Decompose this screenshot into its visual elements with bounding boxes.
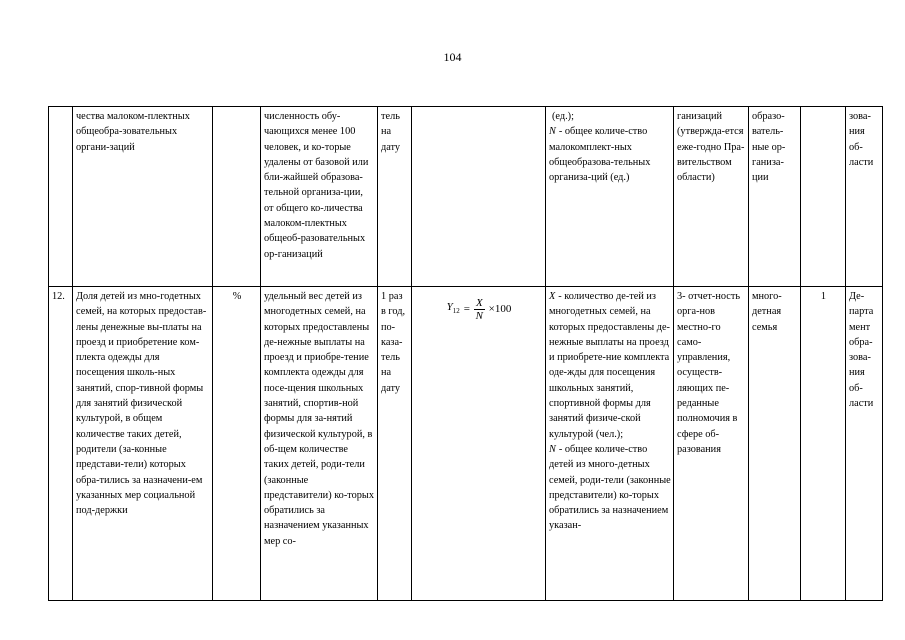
calculation-period: тель на дату	[378, 107, 412, 287]
column-8	[801, 107, 846, 287]
variable-text: - количество де-тей из многодетных семей, на которых предоставлены де-нежные выплаты на проезд и приобрете-ние комплекта оде-жды для посещения школьных занятий, спортивной формы для занятий физиче-ской культурой (чел.);	[549, 291, 670, 440]
formula-denominator: N	[475, 310, 483, 322]
observation-unit: много-детная семья	[749, 287, 801, 601]
formula-lhs-subscript: 12	[452, 306, 460, 315]
formula-lhs: Y	[446, 300, 453, 313]
formula-equals: =	[463, 302, 470, 315]
formula	[415, 297, 543, 322]
column-8: 1	[801, 287, 846, 601]
unit	[213, 107, 261, 287]
responsible-body: зова-ния об-ласти	[846, 107, 883, 287]
responsible-body: Де-парта мент обра-зова-ния об-ласти	[846, 287, 883, 601]
variable-text: - общее количе-ство детей из много-детных семей, роди-тели (законные представители) ко-торых обратились за назначением указан-	[549, 443, 671, 532]
formula-fraction	[474, 297, 485, 322]
row-number: 12.	[49, 287, 73, 601]
variable-line	[549, 442, 671, 534]
variable-symbol: N	[549, 126, 556, 138]
variable-line	[549, 289, 671, 442]
calculation-period: 1 раз в год, по-каза-тель на дату	[378, 287, 412, 601]
row-number	[49, 107, 73, 287]
formula-cell	[412, 107, 546, 287]
page-number: 104	[443, 50, 462, 64]
variable-text: (ед.);	[552, 111, 574, 122]
data-source: 3- отчет-ность орга-нов местно-го само-управления, осуществ-ляющих пе-реданные полномочия в сфере об-разования	[674, 287, 749, 601]
formula-numerator: X	[475, 297, 483, 309]
indicator-definition: численность обу-чающихся менее 100 человек, и ко-торые удалены от базовой или бли-жайшей образова-тельной организа-ции, от общего ко-личества малоком-плектных общеоб-разовательных ор-ганизаций	[261, 107, 378, 287]
table-row	[49, 107, 883, 287]
data-source: ганизаций (утвержда-ется еже-годно Пра-вительством области)	[674, 107, 749, 287]
indicator-table	[48, 106, 883, 601]
variable-symbol: X	[549, 291, 556, 302]
variable-symbol: N	[549, 443, 556, 455]
variables-cell	[546, 107, 674, 287]
table-row	[49, 287, 883, 601]
unit: %	[213, 287, 261, 601]
formula-multiplier: ×100	[488, 302, 512, 315]
indicator-definition: удельный вес детей из многодетных семей, на которых предоставлены де-нежные выплаты на проезд и приобре-тение комплекта одежды для посе-щения школьных занятий, спортив-ной формы для за-нятий физической культурой, в об-щем количестве таких детей, роди-тели (законные представители) ко-торых обратились за назначением указанных мер со-	[261, 287, 378, 601]
variable-line	[549, 109, 671, 124]
variable-line	[549, 124, 671, 185]
variable-text: - общее количе-ство малокомплект-ных общеобразова-тельных организа-ций (ед.)	[549, 126, 651, 184]
indicator-name: чества малоком-плектных общеобра-зовательных органи-заций	[73, 107, 213, 287]
variables-cell	[546, 287, 674, 601]
formula-cell	[412, 287, 546, 601]
observation-unit: образо-ватель-ные ор-ганиза-ции	[749, 107, 801, 287]
indicator-name: Доля детей из мно-годетных семей, на которых предостав-лены денежные вы-платы на проезд и приобретение ком-плекта одежды для посещения школь-ных занятий, спор-тивной формы для занятий физической культурой, в общем количестве таких детей, родители (за-конные представи-тели) которых обра-тились за назначени-ем указанных мер социальной под-держки	[73, 287, 213, 601]
